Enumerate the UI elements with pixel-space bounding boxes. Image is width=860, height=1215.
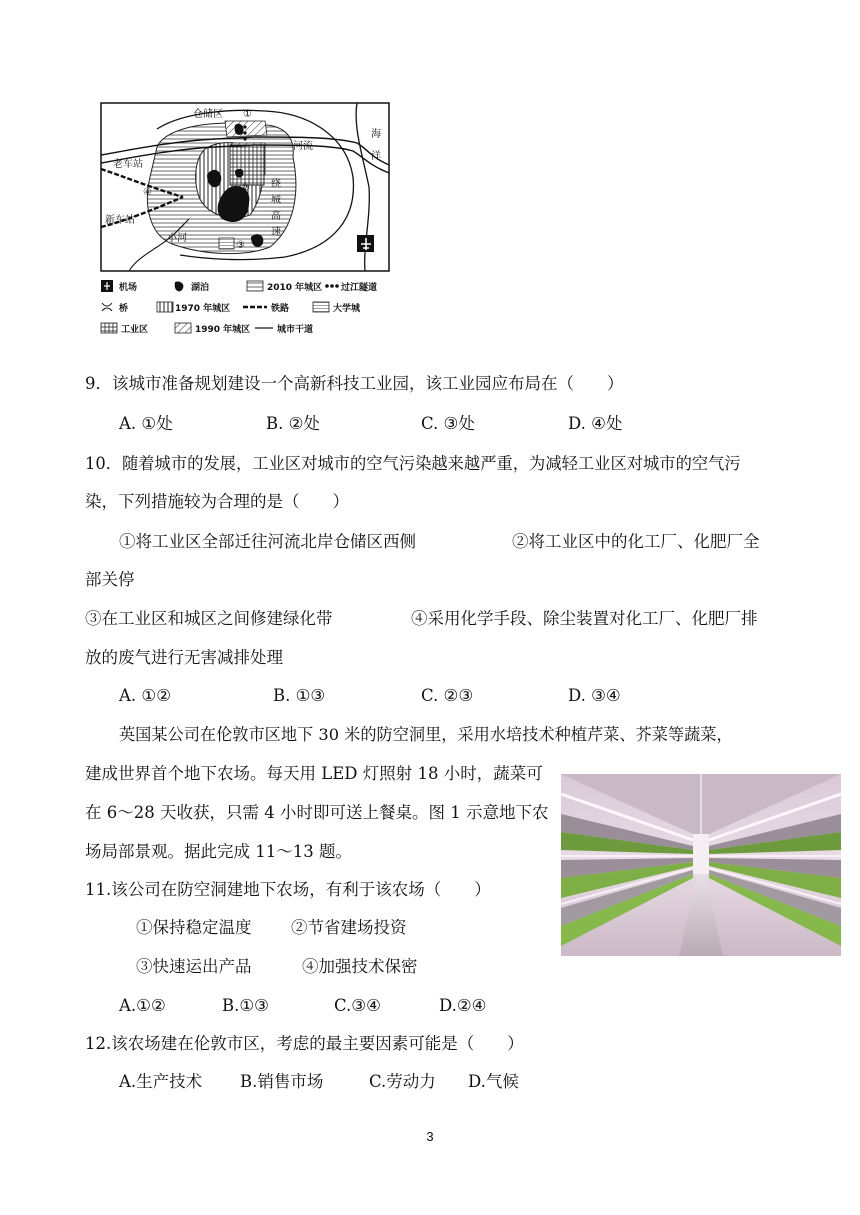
q11-option-c: C.③④ xyxy=(334,996,381,1015)
passage-line-3: 在 6～28 天收获，只需 4 小时即可送上餐桌。图 1 示意地下农 xyxy=(85,803,549,822)
legend-university: 大学城 xyxy=(333,304,361,314)
q12-option-b: B.销售市场 xyxy=(240,1072,324,1091)
q11-option-a: A.①② xyxy=(119,996,166,1015)
q11-item-1: ①保持稳定温度 xyxy=(136,918,252,937)
q12-option-a: A.生产技术 xyxy=(119,1072,203,1091)
label-sea-2: 洋 xyxy=(371,151,381,162)
label-ring-3: 高 xyxy=(271,211,281,222)
label-ring-4: 速 xyxy=(271,227,281,238)
q10-item-1: ①将工业区全部迁往河流北岸仓储区西侧 xyxy=(119,532,416,551)
legend-lake: 湖泊 xyxy=(191,283,210,293)
q10-option-d: D. ③④ xyxy=(568,686,621,705)
q11-option-d: D.②④ xyxy=(439,996,487,1015)
q10-item-2-cont: 部关停 xyxy=(85,570,135,589)
q9-option-a: A. ①处 xyxy=(119,414,173,433)
q9-option-c: C. ③处 xyxy=(421,414,475,433)
passage-line-2: 建成世界首个地下农场。每天用 LED 灯照射 18 小时，蔬菜可 xyxy=(85,764,543,783)
legend-1990: 1990 年城区 xyxy=(195,325,251,335)
label-site-3: ③ xyxy=(236,240,245,251)
page-number: 3 xyxy=(426,1129,434,1144)
q12-stem: 12.该农场建在伦敦市区，考虑的最主要因素可能是（ ） xyxy=(85,1034,524,1053)
q10-option-a: A. ①② xyxy=(119,686,171,705)
legend-industrial: 工业区 xyxy=(121,325,149,335)
q11-option-b: B.①③ xyxy=(222,996,269,1015)
q9-option-d: D. ④处 xyxy=(568,414,623,433)
q11-item-4: ④加强技术保密 xyxy=(302,957,418,976)
passage-line-1: 英国某公司在伦敦市区地下 30 米的防空洞里，采用水培技术种植芹菜、芥菜等蔬菜， xyxy=(119,725,733,744)
city-land-use-map xyxy=(95,97,395,345)
q10-stem-line2: 染，下列措施较为合理的是（ ） xyxy=(85,492,349,511)
label-site-1: ① xyxy=(243,109,252,120)
label-ring-2: 城 xyxy=(271,195,281,206)
passage-line-4: 场局部景观。据此完成 11～13 题。 xyxy=(85,842,352,861)
q11-item-3: ③快速运出产品 xyxy=(136,957,252,976)
q12-option-c: C.劳动力 xyxy=(369,1072,436,1091)
q10-stem-line1: 10．随着城市的发展，工业区对城市的空气污染越来越严重，为减轻工业区对城市的空气污 xyxy=(85,454,741,473)
legend-bridge: 桥 xyxy=(119,304,129,314)
q10-option-b: B. ①③ xyxy=(273,686,326,705)
q9-stem: 9．该城市准备规划建设一个高新科技工业园，该工业园应布局在（ ） xyxy=(85,374,624,393)
industrial-zone xyxy=(230,145,264,185)
university-zone xyxy=(219,238,234,249)
underground-farm-photo xyxy=(561,774,841,956)
q11-item-2: ②节省建场投资 xyxy=(291,918,407,937)
label-warehouse: 仓储区 xyxy=(193,109,223,120)
q10-option-c: C. ②③ xyxy=(421,686,474,705)
q10-item-3: ③在工业区和城区之间修建绿化带 xyxy=(85,609,333,628)
legend-airport: 机场 xyxy=(119,283,138,293)
legend-main-road: 城市干道 xyxy=(277,325,314,335)
legend-1970: 1970 年城区 xyxy=(175,304,231,314)
label-sea-1: 海 xyxy=(371,129,381,140)
q12-option-d: D.气候 xyxy=(468,1072,519,1091)
label-new-station: 新车站 xyxy=(105,215,135,226)
label-river: 河流 xyxy=(293,141,313,152)
label-site-4: ④ xyxy=(143,187,152,198)
label-ring-1: 绕 xyxy=(271,179,281,190)
label-old-station: 老车站 xyxy=(113,159,143,170)
q10-item-4-cont: 放的废气进行无害减排处理 xyxy=(85,648,283,667)
label-site-2: ② xyxy=(241,183,250,194)
q11-stem: 11.该公司在防空洞建地下农场，有利于该农场（ ） xyxy=(85,880,491,899)
q10-item-4: ④采用化学手段、除尘装置对化工厂、化肥厂排 xyxy=(411,609,758,628)
q10-item-2: ②将工业区中的化工厂、化肥厂全 xyxy=(512,532,760,551)
legend-railway: 铁路 xyxy=(271,304,290,314)
legend-2010: 2010 年城区 xyxy=(267,283,323,293)
legend-tunnel: 过江隧道 xyxy=(341,283,378,293)
label-small-river: 小河 xyxy=(167,233,187,244)
area-1990-north xyxy=(225,121,267,137)
q9-option-b: B. ②处 xyxy=(266,414,320,433)
